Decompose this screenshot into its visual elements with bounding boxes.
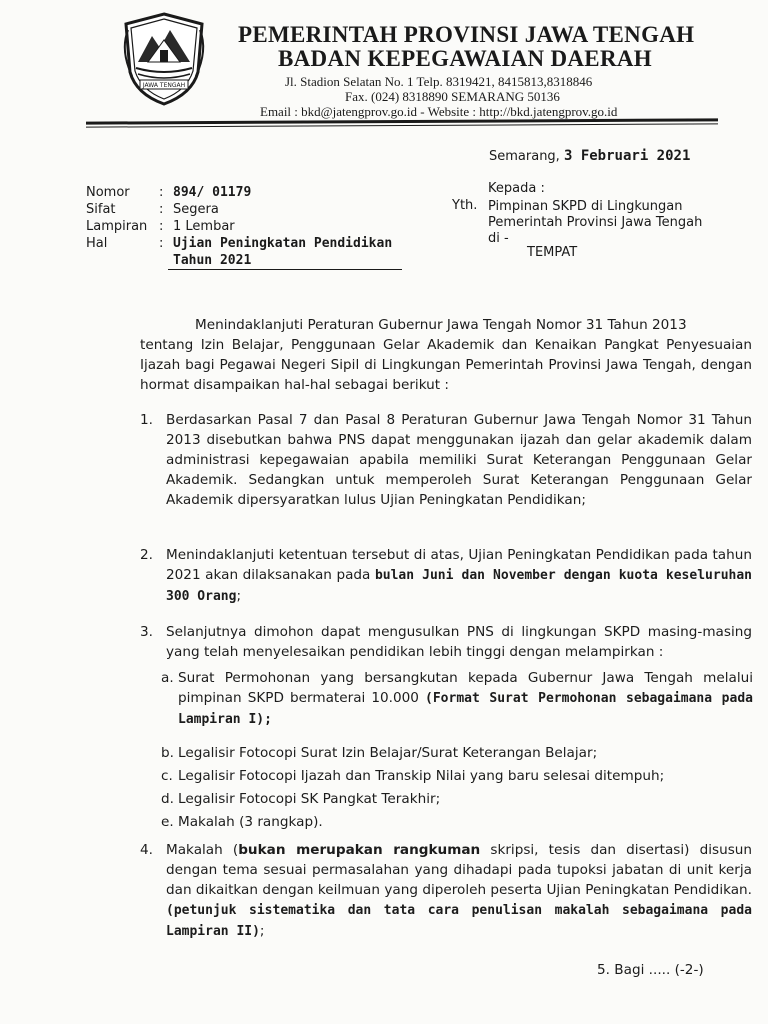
sub-item-text: Legalisir Fotocopi SK Pangkat Terakhir; [178, 791, 441, 807]
list-item-2 [140, 545, 752, 607]
nomor-value: 894/ 01179 [173, 185, 252, 200]
meta-row-hal [86, 235, 392, 269]
sub-item-text: Surat Permohonan yang bersangkutan kepada Gubernur Jawa Tengah melalui pimpinan SKPD bermaterai 10.000 (Format Surat Permohonan sebagaimana pada Lampiran I); [178, 670, 753, 727]
intro-first-line: Menindaklanjuti Peraturan Gubernur Jawa Tengah Nomor 31 Tahun 2013 [195, 317, 687, 333]
item-text: Selanjutnya dimohon dapat mengusulkan PNS di lingkungan SKPD masing-masing yang telah menyelesaikan pendidikan lebih tinggi dengan melampirkan : [166, 624, 752, 660]
sub-item-b [161, 743, 753, 763]
sifat-label: Sifat [86, 202, 116, 217]
item-number: 4. [140, 842, 153, 858]
colon: : [159, 236, 164, 251]
list-item-3 [140, 622, 752, 662]
item-text: Makalah (bukan merupakan rangkuman skripsi, tesis dan disertasi) disusun dengan tema sesuai permasalahan yang dihadapi pada tupoksi jabatan di unit kerja dan dikaitkan dengan keilmuan yang diperoleh peserta Ujian Peningkatan Pendidikan. (petunjuk sistematika dan tata cara penulisan makalah sebagaimana pada Lampiran II); [166, 842, 753, 939]
letter-date [489, 148, 690, 164]
letterhead-agency-name: BADAN KEPEGAWAIAN DAERAH [278, 46, 652, 71]
hal-value: Ujian Peningkatan Pendidikan Tahun 2021 [173, 236, 393, 268]
lampiran-label: Lampiran [86, 219, 148, 234]
recipient-kepada: Kepada : [488, 181, 545, 196]
item-number: 3. [140, 624, 153, 640]
sub-item-text: Legalisir Fotocopi Surat Izin Belajar/Surat Keterangan Belajar; [178, 745, 598, 761]
item-text: Berdasarkan Pasal 7 dan Pasal 8 Peraturan Gubernur Jawa Tengah Nomor 31 Tahun 2013 disebutkan bahwa PNS dapat menggunakan ijazah dan gelar akademik dalam administrasi kepegawaian apabila memiliki Surat Keterangan Penggunaan Gelar Akademik. Sedangkan untuk memperoleh Surat Keterangan Penggunaan Gelar Akademik dipersyaratkan lulus Ujian Peningkatan Pendidikan; [166, 412, 752, 508]
sub-item-c [161, 766, 753, 786]
recipient-line1: Pimpinan SKPD di Lingkungan [488, 199, 683, 214]
meta-row-nomor [86, 184, 392, 201]
sub-item-text: Makalah (3 rangkap). [178, 814, 323, 830]
meta-row-sifat [86, 201, 392, 218]
sub-item-letter: a. [161, 670, 174, 686]
letterhead-government-name: PEMERINTAH PROVINSI JAWA TENGAH [238, 22, 695, 47]
hal-underline [168, 269, 402, 270]
letter-meta [86, 184, 392, 269]
recipient-line2: Pemerintah Provinsi Jawa Tengah [488, 215, 703, 230]
letterhead-contact: Email : bkd@jatengprov.go.id - Website : http://bkd.jatengprov.go.id [260, 104, 618, 119]
sub-item-a [161, 668, 753, 730]
recipient-address [488, 199, 702, 247]
sub-item-e [161, 812, 753, 832]
item-text: Menindaklanjuti ketentuan tersebut di atas, Ujian Peningkatan Pendidikan pada tahun 2021 akan dilaksanakan pada bulan Juni dan November dengan kuota keseluruhan 300 Orang; [166, 547, 753, 604]
sub-item-letter: d. [161, 791, 174, 807]
intro-paragraph [140, 315, 752, 395]
date-place: Semarang, [489, 149, 560, 164]
letterhead-address: Jl. Stadion Selatan No. 1 Telp. 8319421, 8415813,8318846 [285, 74, 593, 89]
colon: : [159, 202, 164, 217]
sub-item-letter: e. [161, 814, 174, 830]
item-number: 2. [140, 547, 153, 563]
recipient-yth: Yth. [452, 198, 478, 213]
sifat-value: Segera [173, 202, 219, 217]
colon: : [159, 219, 164, 234]
jawa-tengah-emblem-logo [118, 10, 210, 108]
lampiran-value: 1 Lembar [173, 219, 235, 234]
item-number: 1. [140, 412, 153, 428]
sub-item-d [161, 789, 753, 809]
intro-rest: tentang Izin Belajar, Penggunaan Gelar Akademik dan Kenaikan Pangkat Penyesuaian Ijazah bagi Pegawai Negeri Sipil di Lingkungan Pemerintah Provinsi Jawa Tengah, dengan hormat disampaikan hal-hal sebagai berikut : [140, 337, 752, 393]
meta-row-lampiran [86, 218, 392, 235]
list-item-1 [140, 410, 752, 510]
sub-item-letter: c. [161, 768, 173, 784]
sub-item-text: Legalisir Fotocopi Ijazah dan Transkip Nilai yang baru selesai ditempuh; [178, 768, 665, 784]
colon: : [159, 185, 164, 200]
date-value: 3 Februari 2021 [563, 148, 691, 164]
recipient-line3: di - [488, 231, 509, 246]
recipient-tempat: TEMPAT [527, 245, 578, 260]
page-continuation: 5. Bagi ..... (-2-) [597, 962, 704, 978]
svg-text:JAWA TENGAH: JAWA TENGAH [142, 82, 186, 89]
list-item-4 [140, 840, 752, 942]
nomor-label: Nomor [86, 185, 130, 200]
hal-label: Hal [86, 236, 108, 251]
letterhead-fax: Fax. (024) 8318890 SEMARANG 50136 [345, 89, 560, 104]
sub-item-letter: b. [161, 745, 174, 761]
